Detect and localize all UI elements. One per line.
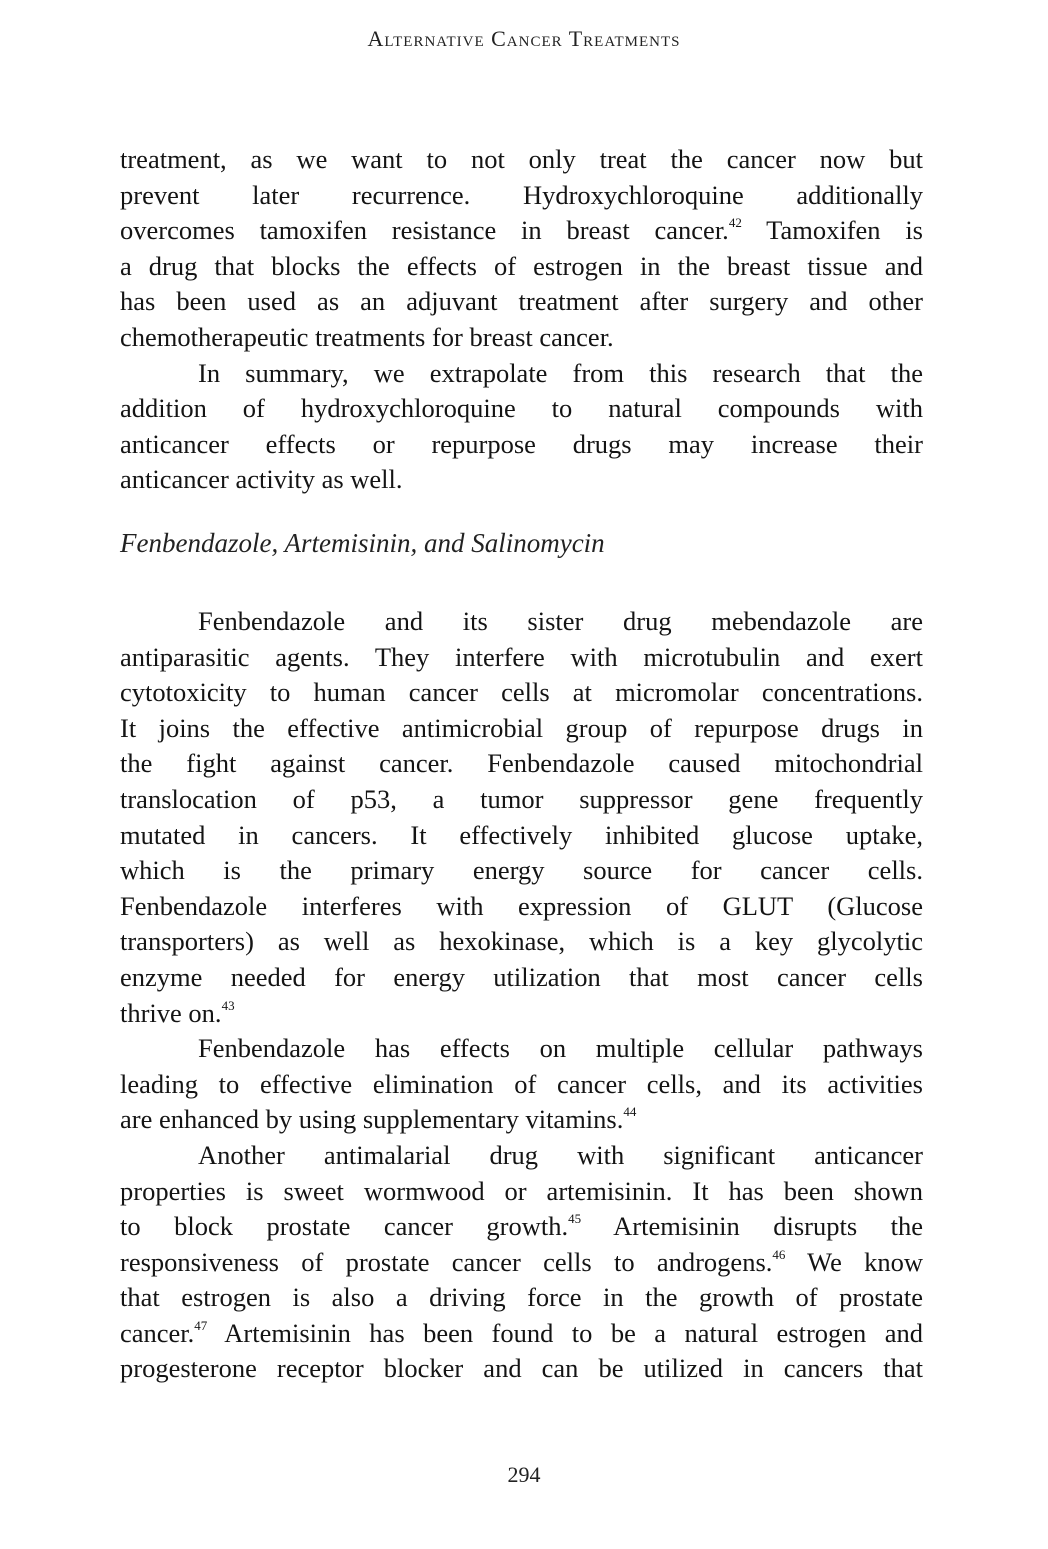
text-line: mutated in cancers. It effectively inhibited glucose uptake, <box>120 819 923 850</box>
section-heading: Fenbendazole, Artemisinin, and Salinomycin <box>120 528 605 558</box>
footnote-ref: 43 <box>221 997 235 1013</box>
running-head: Alternative Cancer Treatments <box>367 26 681 51</box>
page-number: 294 <box>507 1462 541 1487</box>
text-line: Fenbendazole interferes with expression of GLUT (Glucose <box>120 890 923 921</box>
text-line: thrive on.$^{43}$ <box>120 997 235 1028</box>
text-line: responsiveness of prostate cancer cells to androgens.$^{46}$ We know <box>120 1246 923 1277</box>
text-line: are enhanced by using supplementary vitamins.$^{44}$ <box>120 1104 637 1135</box>
text-line: has been used as an adjuvant treatment after surgery and other <box>120 286 923 317</box>
footnote-ref: 47 <box>194 1317 208 1333</box>
text-line: progesterone receptor blocker and can be utilized in cancers that <box>120 1353 923 1384</box>
footnote-ref: 44 <box>623 1104 637 1120</box>
text-line: that estrogen is also a driving force in the growth of prostate <box>120 1282 923 1313</box>
text-line: leading to effective elimination of cancer cells, and its activities <box>120 1068 923 1099</box>
text-line: to block prostate cancer growth.$^{45}$ Artemisinin disrupts the <box>120 1211 924 1242</box>
text-line: It joins the effective antimicrobial group of repurpose drugs in <box>120 712 923 743</box>
text-line: antiparasitic agents. They interfere with microtubulin and exert <box>120 641 923 672</box>
text-line: the fight against cancer. Fenbendazole caused mitochondrial <box>120 748 923 779</box>
footnote-ref: 46 <box>772 1246 786 1262</box>
text-line: treatment, as we want to not only treat the cancer now but <box>120 144 923 174</box>
text-line: anticancer activity as well. <box>120 464 403 495</box>
text-line: enzyme needed for energy utilization that most cancer cells <box>120 961 923 992</box>
text-line: Fenbendazole and its sister drug mebendazole are <box>198 606 923 636</box>
text-line: prevent later recurrence. Hydroxychloroquine additionally <box>120 179 923 210</box>
text-line: Another antimalarial drug with significant anticancer <box>198 1139 923 1170</box>
footnote-ref: 45 <box>568 1211 582 1227</box>
text-line: transporters) as well as hexokinase, which is a key glycolytic <box>120 926 923 957</box>
footnote-ref: 42 <box>728 215 742 231</box>
text-line: anticancer effects or repurpose drugs may increase their <box>120 428 923 459</box>
text-line: which is the primary energy source for cancer cells. <box>120 855 923 886</box>
text-line: addition of hydroxychloroquine to natural compounds with <box>120 393 923 424</box>
text-line: translocation of p53, a tumor suppressor gene frequently <box>120 783 923 814</box>
text-line: chemotherapeutic treatments for breast cancer. <box>120 321 614 352</box>
text-line: cytotoxicity to human cancer cells at micromolar concentrations. <box>120 677 923 708</box>
text-line: In summary, we extrapolate from this research that the <box>198 357 923 388</box>
paragraph-block-fenbendazole <box>120 604 923 1387</box>
text-line: cancer.$^{47}$ Artemisinin has been found to be a natural estrogen and <box>120 1317 923 1348</box>
text-line: overcomes tamoxifen resistance in breast cancer.$^{42}$ Tamoxifen is <box>120 215 923 246</box>
text-line: a drug that blocks the effects of estrogen in the breast tissue and <box>120 250 923 281</box>
text-line: Fenbendazole has effects on multiple cellular pathways <box>198 1033 923 1064</box>
paragraph-block-hydroxychloroquine <box>120 142 923 498</box>
text-line: properties is sweet wormwood or artemisinin. It has been shown <box>120 1175 923 1206</box>
